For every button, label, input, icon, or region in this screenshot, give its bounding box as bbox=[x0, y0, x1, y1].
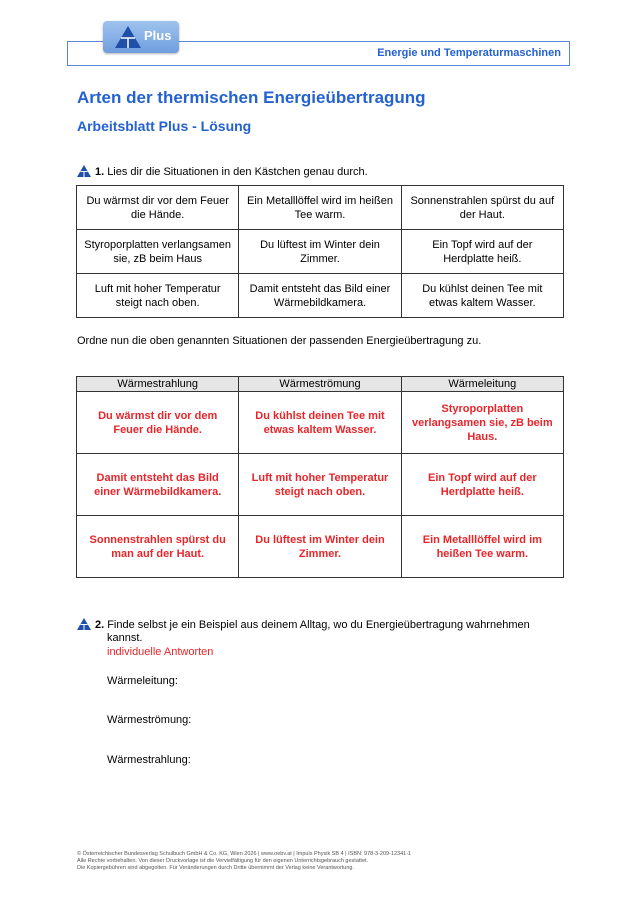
chapter-title: Energie und Temperaturmaschinen bbox=[377, 47, 561, 59]
column-header: Wärmestrahlung bbox=[77, 377, 239, 392]
solution-cell: Damit entsteht das Bild einer Wärmebildkamera. bbox=[77, 454, 239, 516]
task-2-heading bbox=[77, 618, 530, 631]
plus-logo bbox=[103, 21, 179, 53]
situation-cell: Du kühlst deinen Tee mit etwas kaltem Wasser. bbox=[401, 274, 563, 318]
situation-cell: Ein Topf wird auf der Herdplatte heiß. bbox=[401, 230, 563, 274]
table-row bbox=[77, 230, 564, 274]
task-text: Finde selbst je ein Beispiel aus deinem Alltag, wo du Energieübertragung wahrnehmen bbox=[107, 619, 530, 631]
footer-line: © Österreichischer Bundesverlag Schulbuch GmbH & Co. KG, Wien 2026 | www.oebv.at | Impuls Physik SB 4 | ISBN: 978-3-209-12341-1 bbox=[77, 851, 412, 857]
field-label-waermeleitung: Wärmeleitung: bbox=[107, 675, 178, 687]
situations-table bbox=[76, 185, 564, 318]
task-number: 1. bbox=[95, 166, 105, 178]
table-row bbox=[77, 516, 564, 578]
situation-cell: Ein Metalllöffel wird im heißen Tee warm. bbox=[239, 186, 401, 230]
task-triangle-icon bbox=[77, 618, 91, 630]
solution-cell: Styroporplatten verlangsamen sie, zB beim Haus. bbox=[401, 392, 563, 454]
solution-cell: Luft mit hoher Temperatur steigt nach oben. bbox=[239, 454, 401, 516]
task-triangle-icon bbox=[77, 165, 91, 177]
table-row bbox=[77, 454, 564, 516]
task-number: 2. bbox=[95, 619, 105, 631]
task-text-continued: kannst. bbox=[107, 632, 143, 644]
solution-cell: Sonnenstrahlen spürst du man auf der Haut. bbox=[77, 516, 239, 578]
situation-cell: Du wärmst dir vor dem Feuer die Hände. bbox=[77, 186, 239, 230]
situation-cell: Sonnenstrahlen spürst du auf der Haut. bbox=[401, 186, 563, 230]
situation-cell: Styroporplatten verlangsamen sie, zB beim Haus bbox=[77, 230, 239, 274]
field-label-waermestroemung: Wärmeströmung: bbox=[107, 714, 192, 726]
solution-cell: Du lüftest im Winter dein Zimmer. bbox=[239, 516, 401, 578]
footer-line: Die Kopiergebühren sind abgegolten. Für Veränderungen durch Dritte übernimmt der Verlag keine Verantwortung. bbox=[77, 865, 355, 871]
footer-line: Alle Rechte vorbehalten. Von dieser Druckvorlage ist die Vervielfältigung für den eigenen Unterrichtsgebrauch gestattet. bbox=[77, 858, 369, 864]
page-title: Arten der thermischen Energieübertragung bbox=[77, 88, 426, 107]
solution-cell: Du kühlst deinen Tee mit etwas kaltem Wasser. bbox=[239, 392, 401, 454]
situation-cell: Luft mit hoher Temperatur steigt nach oben. bbox=[77, 274, 239, 318]
logo-text: Plus bbox=[144, 28, 172, 43]
situation-cell: Du lüftest im Winter dein Zimmer. bbox=[239, 230, 401, 274]
field-label-waermestrahlung: Wärmestrahlung: bbox=[107, 754, 191, 766]
table-row bbox=[77, 186, 564, 230]
instruction-text: Ordne nun die oben genannten Situationen der passenden Energieübertragung zu. bbox=[77, 335, 482, 347]
situation-cell: Damit entsteht das Bild einer Wärmebildkamera. bbox=[239, 274, 401, 318]
task-1-heading bbox=[77, 165, 368, 178]
answer-note: individuelle Antworten bbox=[107, 646, 214, 658]
solution-cell: Ein Topf wird auf der Herdplatte heiß. bbox=[401, 454, 563, 516]
solution-cell: Ein Metalllöffel wird im heißen Tee warm. bbox=[401, 516, 563, 578]
column-header: Wärmeleitung bbox=[401, 377, 563, 392]
table-row bbox=[77, 392, 564, 454]
task-text: Lies dir die Situationen in den Kästchen genau durch. bbox=[107, 166, 368, 178]
table-row bbox=[77, 274, 564, 318]
column-header: Wärmeströmung bbox=[239, 377, 401, 392]
table-header-row bbox=[77, 377, 564, 392]
solution-cell: Du wärmst dir vor dem Feuer die Hände. bbox=[77, 392, 239, 454]
triangle-logo-icon bbox=[114, 25, 142, 49]
solution-table bbox=[76, 376, 564, 578]
footer bbox=[77, 851, 411, 872]
page-subtitle: Arbeitsblatt Plus - Lösung bbox=[77, 118, 252, 134]
